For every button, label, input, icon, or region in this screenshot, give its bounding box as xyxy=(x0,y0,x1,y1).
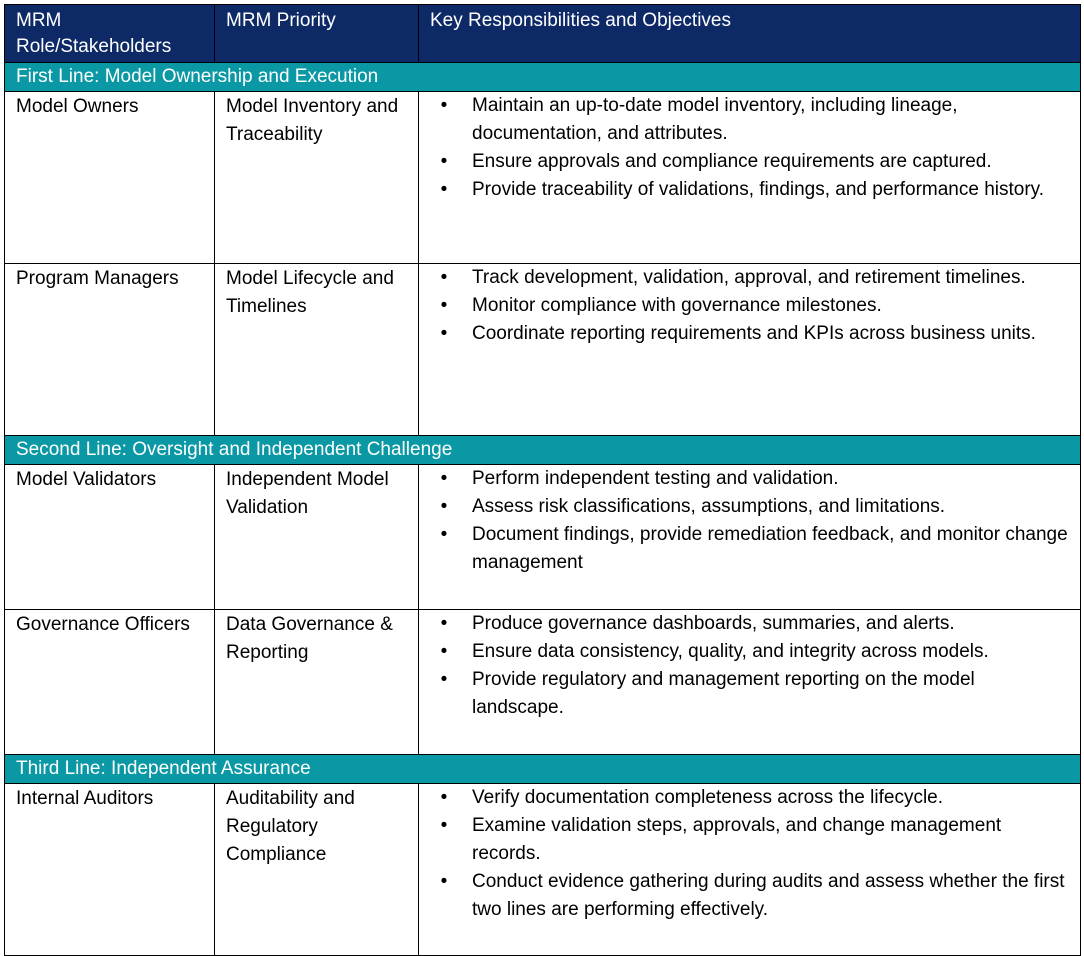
bullet-icon: • xyxy=(440,267,448,288)
responsibilities-cell xyxy=(419,92,1081,264)
bullet-icon: • xyxy=(440,151,448,172)
bullet-icon: • xyxy=(440,496,448,517)
mrm-responsibilities-table xyxy=(4,4,1081,956)
bullet-icon: • xyxy=(440,641,448,662)
list-item xyxy=(430,176,1070,204)
priority-cell: Data Governance & Reporting xyxy=(215,610,419,755)
list-item-text: Track development, validation, approval, and retirement timelines. xyxy=(472,267,1026,288)
responsibilities-cell xyxy=(419,264,1081,436)
bullet-icon: • xyxy=(440,613,448,634)
list-item xyxy=(430,610,1070,638)
priority-cell: Model Inventory and Traceability xyxy=(215,92,419,264)
role-cell: Model Validators xyxy=(5,465,215,610)
list-item xyxy=(430,521,1070,577)
table-row-model-validators xyxy=(5,465,1081,610)
bullet-list xyxy=(430,610,1070,722)
bullet-icon: • xyxy=(440,179,448,200)
bullet-list xyxy=(430,465,1070,577)
section-row-first-line xyxy=(5,63,1081,92)
table-row-model-owners xyxy=(5,92,1081,264)
list-item xyxy=(430,638,1070,666)
list-item xyxy=(430,666,1070,722)
table-row-governance-officers xyxy=(5,610,1081,755)
section-title: Second Line: Oversight and Independent Challenge xyxy=(5,436,1081,465)
list-item xyxy=(430,92,1070,148)
list-item xyxy=(430,868,1070,924)
section-row-third-line xyxy=(5,755,1081,784)
table-row-program-managers xyxy=(5,264,1081,436)
bullet-icon: • xyxy=(440,524,448,545)
section-title: Third Line: Independent Assurance xyxy=(5,755,1081,784)
section-row-second-line xyxy=(5,436,1081,465)
list-item xyxy=(430,292,1070,320)
section-title: First Line: Model Ownership and Execution xyxy=(5,63,1081,92)
list-item-text: Document findings, provide remediation feedback, and monitor change management xyxy=(472,524,1068,573)
priority-cell: Independent Model Validation xyxy=(215,465,419,610)
list-item xyxy=(430,264,1070,292)
bullet-icon: • xyxy=(440,295,448,316)
bullet-list xyxy=(430,264,1070,348)
bullet-icon: • xyxy=(440,815,448,836)
list-item-text: Conduct evidence gathering during audits and assess whether the first two lines are performing effectively. xyxy=(472,871,1065,920)
list-item-text: Produce governance dashboards, summaries, and alerts. xyxy=(472,613,955,634)
role-cell: Internal Auditors xyxy=(5,784,215,956)
role-cell: Governance Officers xyxy=(5,610,215,755)
bullet-icon: • xyxy=(440,95,448,116)
header-row xyxy=(5,5,1081,63)
header-role: MRM Role/Stakeholders xyxy=(5,5,215,63)
list-item xyxy=(430,784,1070,812)
bullet-icon: • xyxy=(440,787,448,808)
list-item xyxy=(430,148,1070,176)
priority-cell: Model Lifecycle and Timelines xyxy=(215,264,419,436)
header-priority: MRM Priority xyxy=(215,5,419,63)
list-item-text: Ensure approvals and compliance requirements are captured. xyxy=(472,151,992,172)
table-row-internal-auditors xyxy=(5,784,1081,956)
responsibilities-cell xyxy=(419,610,1081,755)
list-item xyxy=(430,465,1070,493)
bullet-icon: • xyxy=(440,323,448,344)
responsibilities-cell xyxy=(419,784,1081,956)
list-item xyxy=(430,320,1070,348)
list-item-text: Monitor compliance with governance milestones. xyxy=(472,295,882,316)
list-item-text: Examine validation steps, approvals, and change management records. xyxy=(472,815,1002,864)
bullet-icon: • xyxy=(440,669,448,690)
bullet-icon: • xyxy=(440,468,448,489)
list-item-text: Perform independent testing and validation. xyxy=(472,468,839,489)
responsibilities-cell xyxy=(419,465,1081,610)
list-item-text: Maintain an up-to-date model inventory, including lineage, documentation, and attributes. xyxy=(472,95,958,144)
priority-cell: Auditability and Regulatory Compliance xyxy=(215,784,419,956)
list-item-text: Provide traceability of validations, findings, and performance history. xyxy=(472,179,1045,200)
role-cell: Model Owners xyxy=(5,92,215,264)
list-item xyxy=(430,812,1070,868)
list-item-text: Assess risk classifications, assumptions, and limitations. xyxy=(472,496,946,517)
list-item-text: Verify documentation completeness across the lifecycle. xyxy=(472,787,944,808)
list-item-text: Provide regulatory and management reporting on the model landscape. xyxy=(472,669,975,718)
bullet-icon: • xyxy=(440,871,448,892)
header-responsibilities: Key Responsibilities and Objectives xyxy=(419,5,1081,63)
bullet-list xyxy=(430,784,1070,924)
bullet-list xyxy=(430,92,1070,204)
list-item xyxy=(430,493,1070,521)
list-item-text: Coordinate reporting requirements and KPIs across business units. xyxy=(472,323,1036,344)
list-item-text: Ensure data consistency, quality, and integrity across models. xyxy=(472,641,989,662)
role-cell: Program Managers xyxy=(5,264,215,436)
